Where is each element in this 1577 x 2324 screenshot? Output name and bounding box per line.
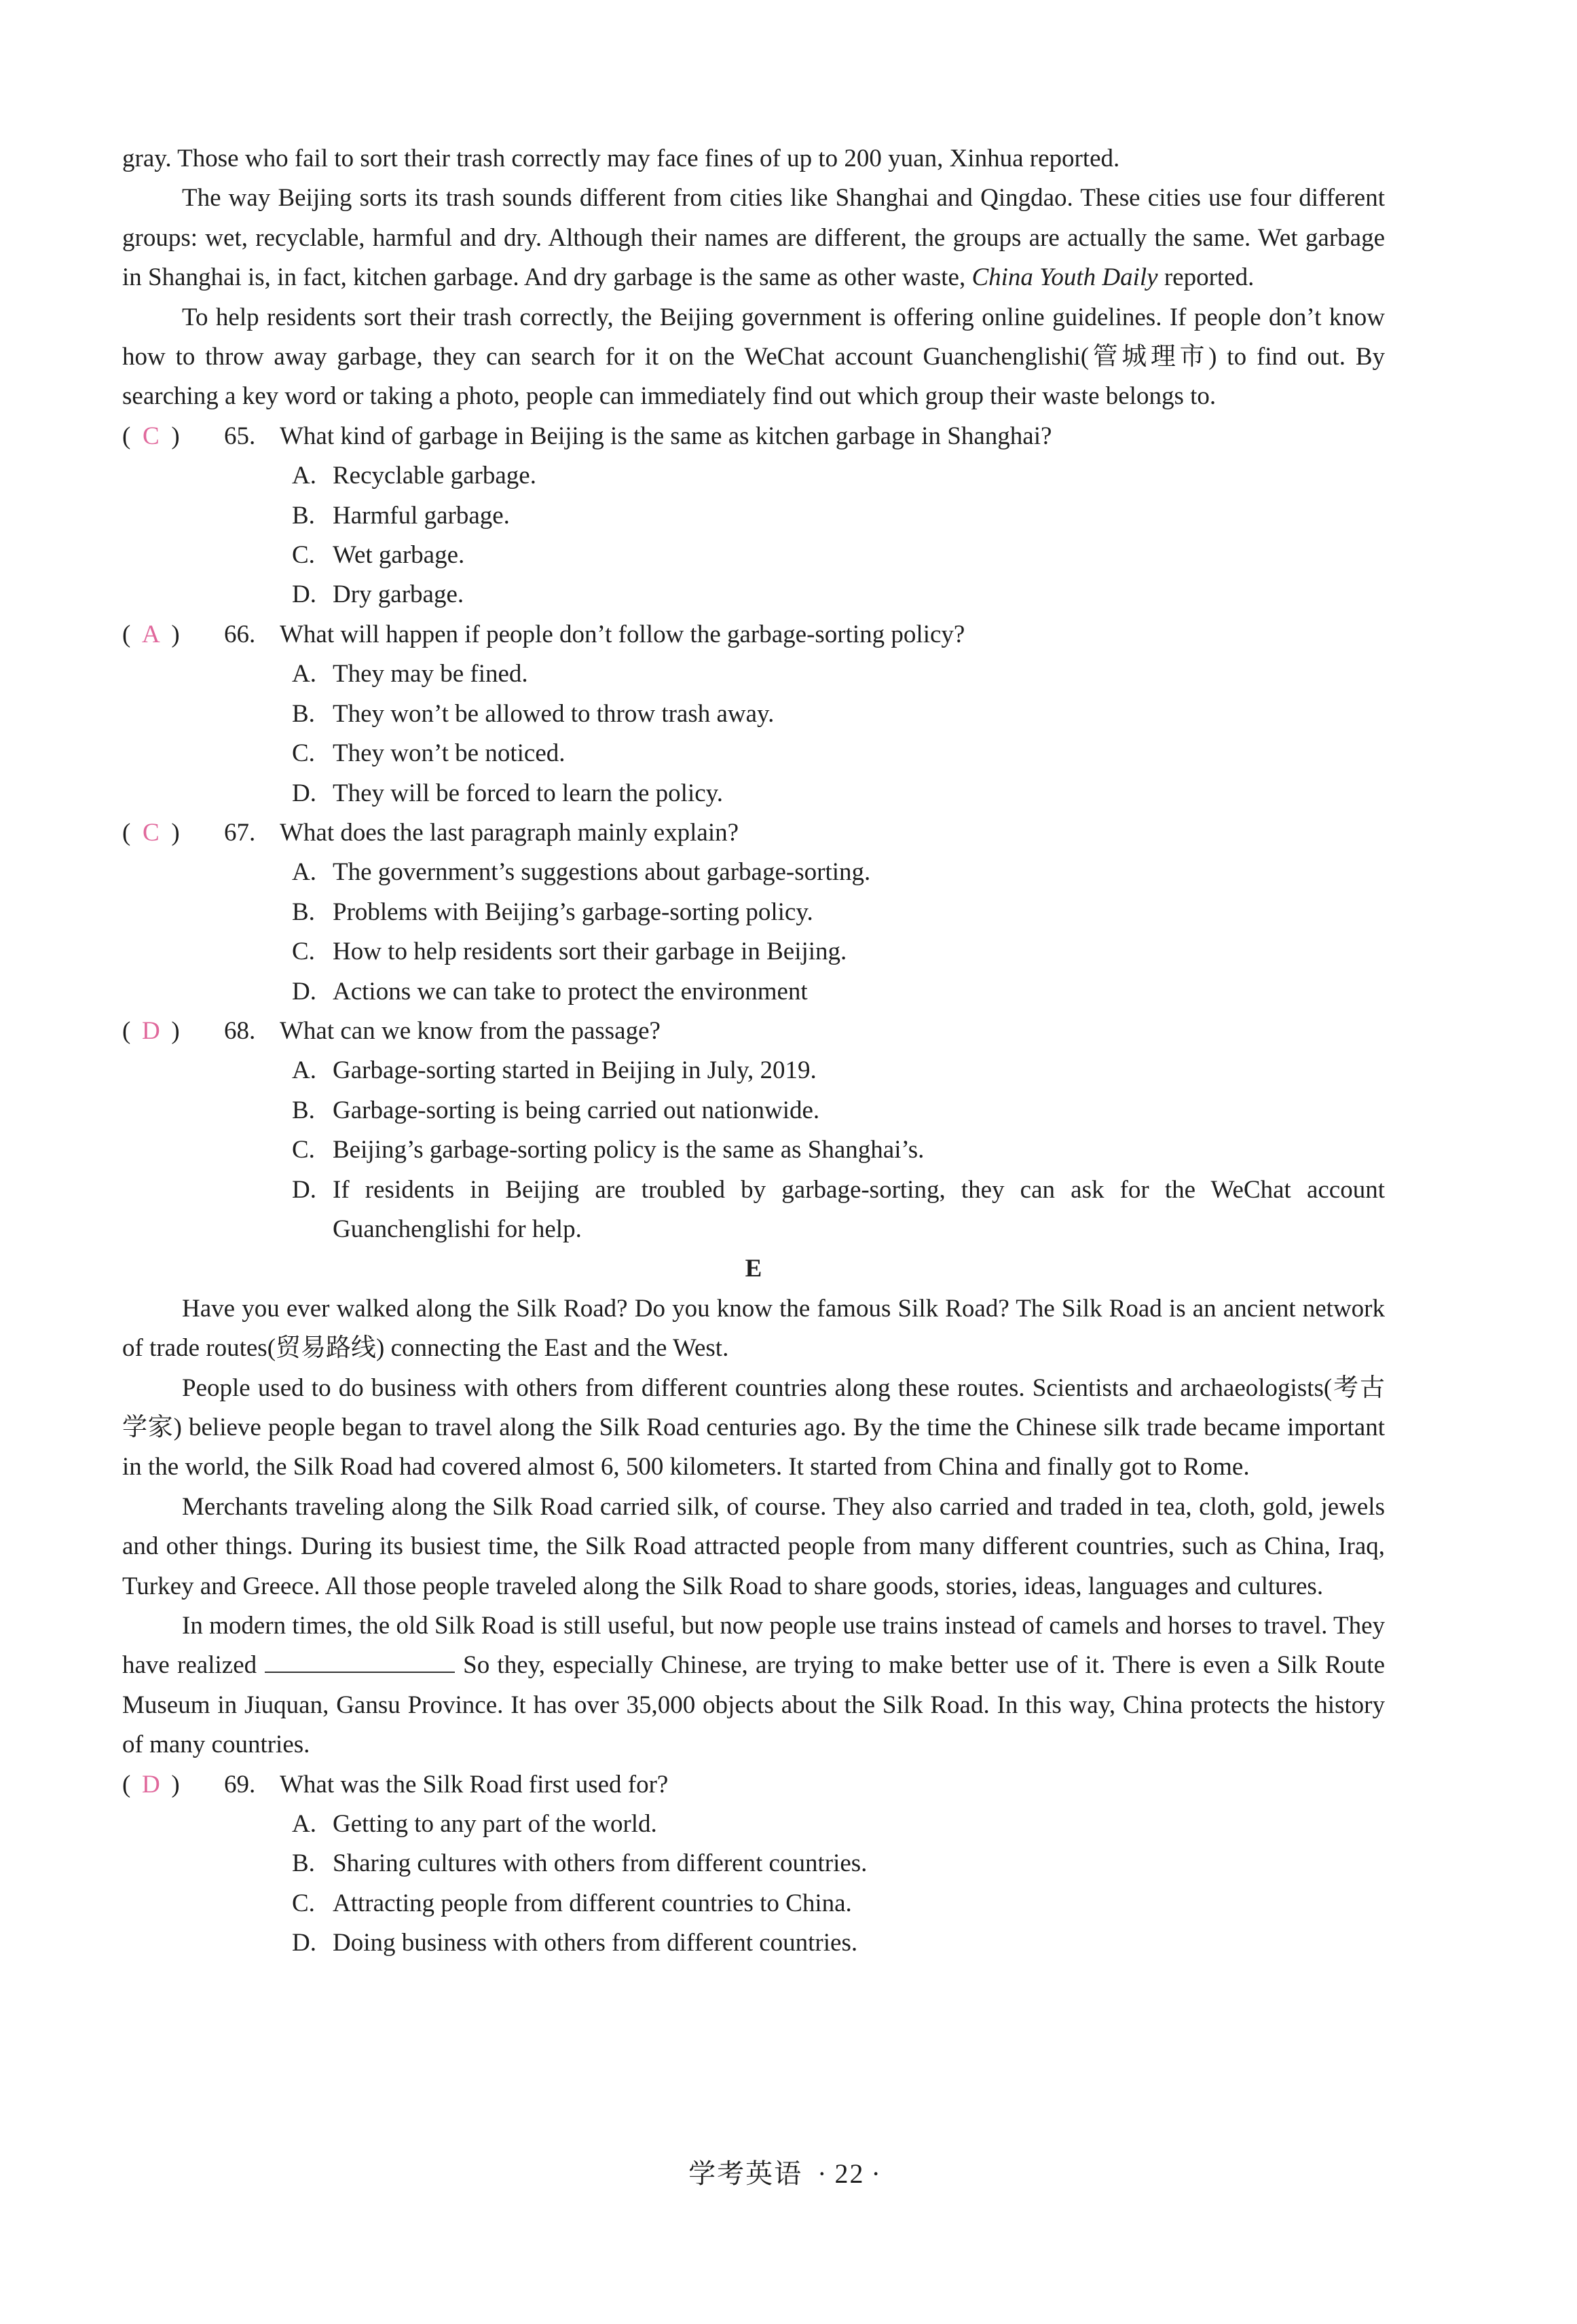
paren-close: ): [171, 422, 180, 450]
paren-open: (: [122, 818, 131, 847]
option-b: [122, 893, 1385, 932]
question-number: 67.: [224, 818, 256, 847]
option-letter: D.: [292, 1929, 316, 1957]
paragraph-d-3: To help residents sort their trash correctly, the Beijing government is offering online guidelines. If people don’t know how to throw away garbage, they can search for it on the WeChat account Guanchenglishi(管城理市) to find out. By searching a key word or taking a photo, people can immediately find out which group their waste belongs to.: [122, 303, 1385, 411]
option-a: [122, 1805, 1385, 1844]
option-text: Dry garbage.: [333, 580, 464, 609]
question-66: [122, 615, 1385, 654]
paragraph-e-2: People used to do business with others from different countries along these routes. Scientists and archaeologists(考古学家) believe people began to travel along the Silk Road centuries ago. By the time the Chinese silk trade became important in the world, the Silk Road had covered almost 6, 500 kilometers. It started from China and finally got to Rome.: [122, 1373, 1385, 1481]
section-title: E: [745, 1255, 762, 1283]
paragraph-e-4-before: In modern times, the old Silk Road is still useful, but now people use trains instead of camels and horses to travel. They have realized: [122, 1612, 1385, 1680]
paren-open: (: [122, 422, 131, 450]
option-letter: C.: [292, 938, 315, 966]
option-text: The government’s suggestions about garbage-sorting.: [333, 858, 871, 887]
option-letter: B.: [292, 501, 315, 530]
question-number: 65.: [224, 422, 256, 450]
answer-mark: D: [141, 1770, 160, 1799]
option-b: [122, 1844, 1385, 1883]
option-a: [122, 654, 1385, 694]
question-68: [122, 1012, 1385, 1051]
paren-close: ): [171, 1770, 180, 1799]
option-b: [122, 496, 1385, 536]
option-d: [122, 972, 1385, 1012]
paragraph-d-1: gray. Those who fail to sort their trash correctly may face fines of up to 200 yuan, Xinhua reported.: [122, 145, 1120, 172]
option-text: They won’t be allowed to throw trash away.: [333, 699, 775, 728]
answer-mark: A: [141, 620, 160, 648]
option-letter: B.: [292, 898, 315, 926]
footer-dot-left: ·: [817, 2158, 828, 2189]
footer-dot-right: ·: [871, 2158, 882, 2189]
question-65: [122, 417, 1385, 456]
answer-mark: D: [141, 1016, 160, 1045]
option-letter: A.: [292, 1810, 316, 1839]
option-text: Garbage-sorting started in Beijing in July, 2019.: [333, 1056, 817, 1085]
option-c: [122, 932, 1385, 972]
option-letter: B.: [292, 699, 315, 728]
paren-open: (: [122, 620, 131, 648]
answer-blank: [265, 1647, 455, 1673]
option-text: Sharing cultures with others from different countries.: [333, 1849, 868, 1878]
answer-mark: C: [142, 818, 160, 847]
answer-paren: [122, 813, 224, 853]
option-d: [122, 1170, 1385, 1250]
option-letter: D.: [292, 977, 316, 1006]
paragraph-e-3: Merchants traveling along the Silk Road carried silk, of course. They also carried and traded in tea, cloth, gold, jewels and other things. During its busiest time, the Silk Road attracted people from many different countries, such as China, Iraq, Turkey and Greece. All those people traveled along the Silk Road to share goods, stories, ideas, languages and cultures.: [122, 1492, 1385, 1600]
question-stem: What kind of garbage in Beijing is the same as kitchen garbage in Shanghai?: [280, 422, 1052, 450]
answer-paren: [122, 417, 224, 456]
content: [122, 139, 1385, 1963]
option-text: Getting to any part of the world.: [333, 1810, 657, 1839]
paragraph-e-4-after: So they, especially Chinese, are trying to make better use of it. There is even a Silk Route Museum in Jiuquan, Gansu Province. It has over 35,000 objects about the Silk Road. In this way, China protects the history of many countries.: [122, 1651, 1385, 1759]
paragraph-e-1: Have you ever walked along the Silk Road? Do you know the famous Silk Road? The Silk Road is an ancient network of trade routes(贸易路线) connecting the East and the West.: [122, 1294, 1385, 1363]
option-text: Recyclable garbage.: [333, 462, 536, 490]
option-letter: C.: [292, 739, 315, 768]
option-text: Harmful garbage.: [333, 501, 510, 530]
option-letter: B.: [292, 1849, 315, 1878]
option-d: [122, 774, 1385, 813]
option-c: [122, 1130, 1385, 1170]
question-number: 68.: [224, 1016, 256, 1045]
option-d: [122, 1923, 1385, 1963]
question-stem: What can we know from the passage?: [280, 1016, 661, 1045]
question-stem: What was the Silk Road first used for?: [280, 1770, 669, 1799]
option-text: Garbage-sorting is being carried out nationwide.: [333, 1096, 820, 1124]
option-text: Problems with Beijing’s garbage-sorting policy.: [333, 898, 813, 926]
question-69: [122, 1765, 1385, 1805]
option-letter: D.: [292, 1175, 316, 1204]
paragraph-d-2-text: The way Beijing sorts its trash sounds different from cities like Shanghai and Qingdao. These cities use four different groups: wet, recyclable, harmful and dry. Although their names are different, the groups are actually the same. Wet garbage in Shanghai is, in fact, kitchen garbage. And dry garbage is the same as other waste,: [122, 184, 1385, 292]
option-letter: A.: [292, 1056, 316, 1085]
paragraph-e-4: [122, 1606, 1385, 1765]
option-text: They won’t be noticed.: [333, 739, 565, 768]
question-number: 69.: [224, 1770, 256, 1799]
option-letter: C.: [292, 1889, 315, 1917]
paren-close: ): [171, 818, 180, 847]
option-letter: A.: [292, 858, 316, 887]
option-text: Beijing’s garbage-sorting policy is the same as Shanghai’s.: [333, 1136, 925, 1164]
option-letter: C.: [292, 541, 315, 570]
question-stem: What will happen if people don’t follow the garbage-sorting policy?: [280, 620, 965, 648]
book-title: 学考英语: [688, 2158, 803, 2189]
option-text: They may be fined.: [333, 660, 528, 688]
option-letter: B.: [292, 1096, 315, 1124]
option-text: If residents in Beijing are troubled by garbage-sorting, they can ask for the WeChat account Guanchenglishi for help.: [333, 1175, 1385, 1243]
option-letter: A.: [292, 660, 316, 688]
option-text: They will be forced to learn the policy.: [333, 779, 723, 807]
option-text: Attracting people from different countries to China.: [333, 1889, 852, 1917]
option-letter: D.: [292, 779, 316, 807]
option-a: [122, 456, 1385, 496]
question-stem: What does the last paragraph mainly explain?: [280, 818, 739, 847]
paren-open: (: [122, 1016, 131, 1045]
paragraph-d-2-end: reported.: [1164, 263, 1255, 292]
option-a: [122, 1051, 1385, 1090]
option-d: [122, 575, 1385, 614]
newspaper-name: China Youth Daily: [971, 263, 1158, 292]
option-b: [122, 695, 1385, 734]
option-c: [122, 734, 1385, 773]
option-text: Doing business with others from different countries.: [333, 1929, 858, 1957]
option-text: How to help residents sort their garbage in Beijing.: [333, 938, 847, 966]
option-letter: A.: [292, 462, 316, 490]
question-number: 66.: [224, 620, 256, 648]
option-b: [122, 1091, 1385, 1130]
option-c: [122, 1884, 1385, 1923]
answer-paren: [122, 615, 224, 654]
option-c: [122, 536, 1385, 575]
answer-mark: C: [142, 422, 160, 450]
paren-close: ): [171, 620, 180, 648]
option-text: Actions we can take to protect the environment: [333, 977, 808, 1006]
option-letter: D.: [292, 580, 316, 609]
paragraph-d-2: [122, 179, 1385, 297]
option-text: Wet garbage.: [333, 541, 465, 570]
paren-open: (: [122, 1770, 131, 1799]
answer-paren: [122, 1012, 224, 1051]
paren-close: ): [171, 1016, 180, 1045]
answer-paren: [122, 1765, 224, 1805]
option-a: [122, 853, 1385, 892]
option-letter: C.: [292, 1136, 315, 1164]
question-67: [122, 813, 1385, 853]
page-number: 22: [834, 2158, 865, 2189]
page-footer: [0, 2152, 1577, 2191]
